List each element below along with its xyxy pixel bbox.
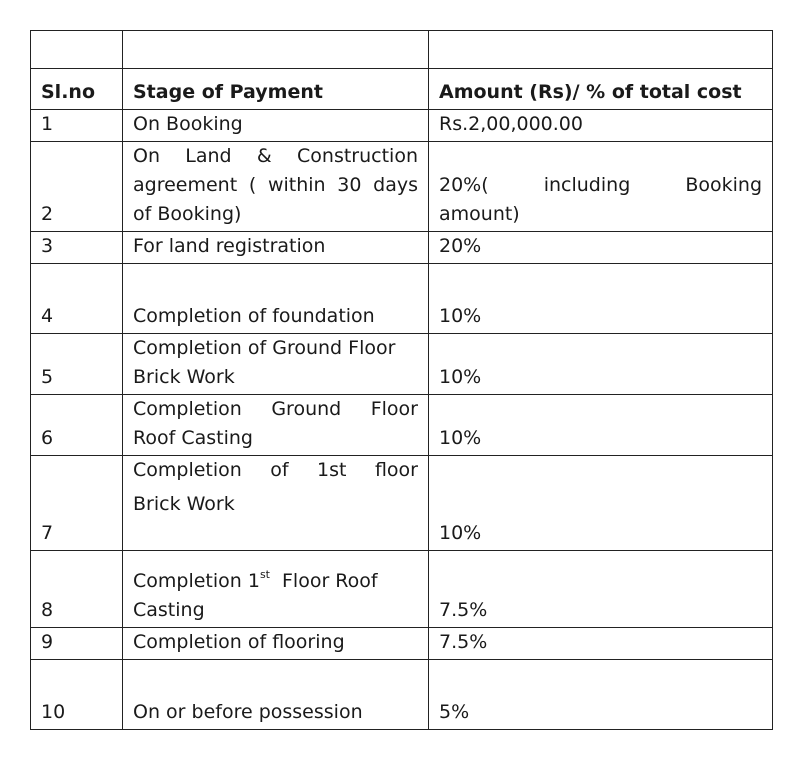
cell-amount: 10% (429, 456, 773, 551)
cell-amount (429, 142, 773, 232)
stage-line: Completion of Ground Floor (133, 337, 396, 359)
cell-amount: 20% (429, 232, 773, 264)
table-row (31, 628, 773, 660)
cell-stage (123, 456, 429, 551)
cell-slno: 4 (31, 264, 123, 334)
table-row (31, 334, 773, 395)
stage-line: Completion Ground Floor (133, 398, 418, 420)
table-row (31, 110, 773, 142)
stage-line: Brick Work (133, 366, 235, 388)
cell-slno: 7 (31, 456, 123, 551)
cell-slno: 10 (31, 660, 123, 730)
cell-slno: 9 (31, 628, 123, 660)
cell-stage: On Booking (123, 110, 429, 142)
cell-stage (123, 551, 429, 628)
cell-slno: 2 (31, 142, 123, 232)
header-slno: Sl.no (31, 69, 123, 110)
stage-line: Roof Casting (133, 427, 253, 449)
stage-line: Casting (133, 599, 205, 621)
cell-stage (123, 334, 429, 395)
header-row (31, 69, 773, 110)
cell-slno: 8 (31, 551, 123, 628)
stage-line: Brick Work (133, 493, 235, 515)
blank-cell (429, 31, 773, 69)
table-row (31, 660, 773, 730)
superscript: st (259, 567, 270, 581)
cell-stage (123, 142, 429, 232)
blank-top-row (31, 31, 773, 69)
amount-line: amount) (439, 203, 520, 225)
stage-line: of Booking) (133, 203, 242, 225)
cell-amount: 5% (429, 660, 773, 730)
cell-slno: 1 (31, 110, 123, 142)
cell-slno: 3 (31, 232, 123, 264)
cell-stage (123, 395, 429, 456)
cell-amount: Rs.2,00,000.00 (429, 110, 773, 142)
cell-stage: Completion of foundation (123, 264, 429, 334)
table-row (31, 456, 773, 551)
stage-line: agreement ( within 30 days (133, 174, 418, 196)
header-amount: Amount (Rs)/ % of total cost (429, 69, 773, 110)
cell-slno: 6 (31, 395, 123, 456)
table-row (31, 264, 773, 334)
cell-stage: Completion of flooring (123, 628, 429, 660)
stage-line (133, 567, 418, 596)
stage-text: Floor Roof (282, 570, 378, 592)
stage-text: Completion 1 (133, 570, 260, 592)
cell-amount: 7.5% (429, 551, 773, 628)
cell-amount: 10% (429, 395, 773, 456)
cell-slno: 5 (31, 334, 123, 395)
cell-stage: For land registration (123, 232, 429, 264)
cell-amount: 10% (429, 264, 773, 334)
blank-cell (123, 31, 429, 69)
table-row (31, 232, 773, 264)
stage-line: On Land & Construction (133, 145, 418, 167)
cell-stage: On or before possession (123, 660, 429, 730)
table-row (31, 395, 773, 456)
cell-amount: 10% (429, 334, 773, 395)
cell-amount: 7.5% (429, 628, 773, 660)
blank-cell (31, 31, 123, 69)
table-row (31, 551, 773, 628)
stage-line: Completion of 1st floor (133, 459, 418, 481)
amount-line: 20%( including Booking (439, 174, 762, 196)
header-stage: Stage of Payment (123, 69, 429, 110)
payment-schedule-table (30, 30, 773, 730)
table-row (31, 142, 773, 232)
